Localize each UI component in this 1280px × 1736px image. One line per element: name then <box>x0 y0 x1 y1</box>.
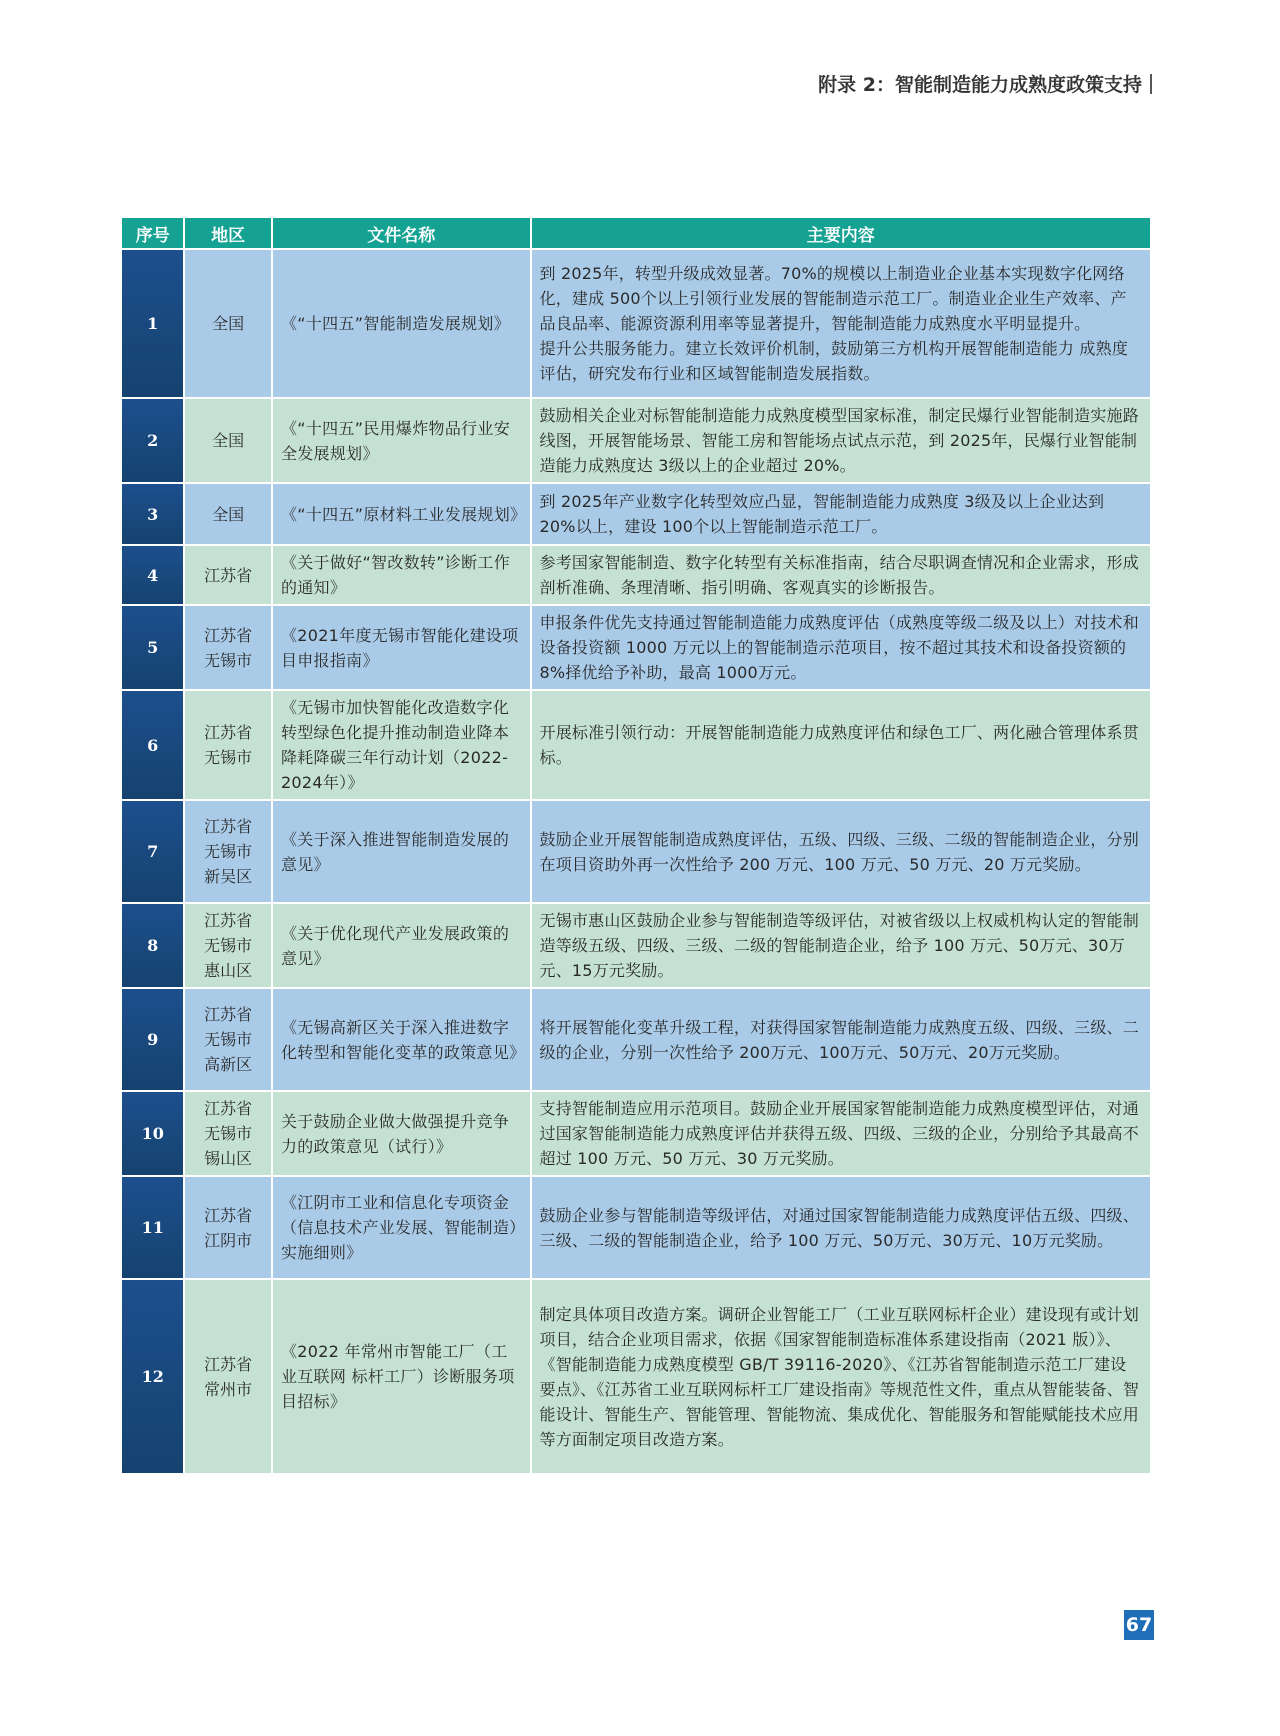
row-number: 6 <box>122 691 183 799</box>
table-row <box>122 691 1150 799</box>
row-document-name: 《“十四五”原材料工业发展规划》 <box>273 484 530 544</box>
row-number: 4 <box>122 546 183 604</box>
table-row <box>122 484 1150 544</box>
row-main-content: 到 2025年产业数字化转型效应凸显，智能制造能力成熟度 3级及以上企业达到 20%以上，建设 100个以上智能制造示范工厂。 <box>532 484 1150 544</box>
row-number: 12 <box>122 1280 183 1473</box>
table-row <box>122 546 1150 604</box>
row-main-content: 鼓励企业开展智能制造成熟度评估，五级、四级、三级、二级的智能制造企业，分别在项目资助外再一次性给予 200 万元、100 万元、50 万元、20 万元奖励。 <box>532 801 1150 902</box>
row-document-name: 《江阴市工业和信息化专项资金（信息技术产业发展、智能制造）实施细则》 <box>273 1177 530 1278</box>
row-document-name: 《关于优化现代产业发展政策的意见》 <box>273 904 530 987</box>
column-header-content: 主要内容 <box>532 218 1150 248</box>
row-main-content: 将开展智能化变革升级工程，对获得国家智能制造能力成熟度五级、四级、三级、二级的企业，分别一次性给予 200万元、100万元、50万元、20万元奖励。 <box>532 989 1150 1090</box>
row-main-content: 开展标准引领行动：开展智能制造能力成熟度评估和绿色工厂、两化融合管理体系贯标。 <box>532 691 1150 799</box>
row-main-content: 到 2025年，转型升级成效显著。70%的规模以上制造业企业基本实现数字化网络化，建成 500个以上引领行业发展的智能制造示范工厂。制造业企业生产效率、产品良品率、能源资源利用率等显著提升，智能制造能力成熟度水平明显提升。 提升公共服务能力。建立长效评价机制，鼓励第三方机构开展智能制造能力 成熟度评估，研究发布行业和区域智能制造发展指数。 <box>532 250 1150 397</box>
row-region: 江苏省 江阴市 <box>185 1177 271 1278</box>
row-number: 8 <box>122 904 183 987</box>
row-main-content: 参考国家智能制造、数字化转型有关标准指南，结合尽职调查情况和企业需求，形成剖析准确、条理清晰、指引明确、客观真实的诊断报告。 <box>532 546 1150 604</box>
table-row <box>122 904 1150 987</box>
running-header-title: 附录 2：智能制造能力成熟度政策支持 <box>818 74 1142 96</box>
running-header <box>818 70 1152 97</box>
row-document-name: 《“十四五”智能制造发展规划》 <box>273 250 530 397</box>
row-document-name: 《无锡高新区关于深入推进数字化转型和智能化变革的政策意见》 <box>273 989 530 1090</box>
row-document-name: 《关于做好“智改数转”诊断工作的通知》 <box>273 546 530 604</box>
table-row <box>122 801 1150 902</box>
row-region: 全国 <box>185 250 271 397</box>
table-row <box>122 1280 1150 1473</box>
page-number: 67 <box>1124 1610 1154 1640</box>
column-header-document: 文件名称 <box>273 218 530 248</box>
row-document-name: 《2021年度无锡市智能化建设项目申报指南》 <box>273 606 530 689</box>
column-header-region: 地区 <box>185 218 271 248</box>
row-number: 1 <box>122 250 183 397</box>
row-main-content: 申报条件优先支持通过智能制造能力成熟度评估（成熟度等级二级及以上）对技术和设备投资额 1000 万元以上的智能制造示范项目，按不超过其技术和设备投资额的 8%择优给予补助，最高 1000万元。 <box>532 606 1150 689</box>
row-main-content: 制定具体项目改造方案。调研企业智能工厂（工业互联网标杆企业）建设现有或计划项目，结合企业项目需求，依据《国家智能制造标准体系建设指南（2021 版）》、《智能制造能力成熟度模型 GB/T 39116-2020》、《江苏省智能制造示范工厂建设要点》、《江苏省工业互联网标杆工厂建设指南》等规范性文件，重点从智能装备、智能设计、智能生产、智能管理、智能物流、集成优化、智能服务和智能赋能技术应用等方面制定项目改造方案。 <box>532 1280 1150 1473</box>
table-row <box>122 250 1150 397</box>
row-region: 江苏省 无锡市 新吴区 <box>185 801 271 902</box>
row-number: 11 <box>122 1177 183 1278</box>
row-main-content: 鼓励相关企业对标智能制造能力成熟度模型国家标准，制定民爆行业智能制造实施路线图，开展智能场景、智能工房和智能场点试点示范，到 2025年，民爆行业智能制造能力成熟度达 3级以上的企业超过 20%。 <box>532 399 1150 482</box>
table-row <box>122 989 1150 1090</box>
row-document-name: 《2022 年常州市智能工厂（工业互联网 标杆工厂）诊断服务项目招标》 <box>273 1280 530 1473</box>
row-document-name: 关于鼓励企业做大做强提升竞争力的政策意见（试行）》 <box>273 1092 530 1175</box>
row-region: 江苏省 无锡市 高新区 <box>185 989 271 1090</box>
table-body <box>122 250 1150 1473</box>
row-region: 江苏省 <box>185 546 271 604</box>
row-region: 全国 <box>185 484 271 544</box>
column-header-no: 序号 <box>122 218 183 248</box>
row-document-name: 《关于深入推进智能制造发展的意见》 <box>273 801 530 902</box>
table-header-row <box>122 218 1150 248</box>
row-number: 9 <box>122 989 183 1090</box>
row-main-content: 鼓励企业参与智能制造等级评估，对通过国家智能制造能力成熟度评估五级、四级、三级、二级的智能制造企业，给予 100 万元、50万元、30万元、10万元奖励。 <box>532 1177 1150 1278</box>
table-row <box>122 399 1150 482</box>
row-document-name: 《无锡市加快智能化改造数字化转型绿色化提升推动制造业降本降耗降碳三年行动计划（2022-2024年）》 <box>273 691 530 799</box>
policy-table <box>120 216 1152 1475</box>
row-region: 全国 <box>185 399 271 482</box>
row-main-content: 无锡市惠山区鼓励企业参与智能制造等级评估，对被省级以上权威机构认定的智能制造等级五级、四级、三级、二级的智能制造企业，给予 100 万元、50万元、30万元、15万元奖励。 <box>532 904 1150 987</box>
header-divider <box>1150 74 1152 94</box>
table-row <box>122 1177 1150 1278</box>
table-row <box>122 1092 1150 1175</box>
row-region: 江苏省 无锡市 <box>185 691 271 799</box>
row-number: 3 <box>122 484 183 544</box>
table-row <box>122 606 1150 689</box>
row-region: 江苏省 无锡市 惠山区 <box>185 904 271 987</box>
row-number: 5 <box>122 606 183 689</box>
row-document-name: 《“十四五”民用爆炸物品行业安全发展规划》 <box>273 399 530 482</box>
row-main-content: 支持智能制造应用示范项目。鼓励企业开展国家智能制造能力成熟度模型评估，对通过国家智能制造能力成熟度评估并获得五级、四级、三级的企业，分别给予其最高不超过 100 万元、50 万元、30 万元奖励。 <box>532 1092 1150 1175</box>
row-region: 江苏省 无锡市 <box>185 606 271 689</box>
row-region: 江苏省 无锡市 锡山区 <box>185 1092 271 1175</box>
row-region: 江苏省 常州市 <box>185 1280 271 1473</box>
row-number: 10 <box>122 1092 183 1175</box>
row-number: 2 <box>122 399 183 482</box>
row-number: 7 <box>122 801 183 902</box>
